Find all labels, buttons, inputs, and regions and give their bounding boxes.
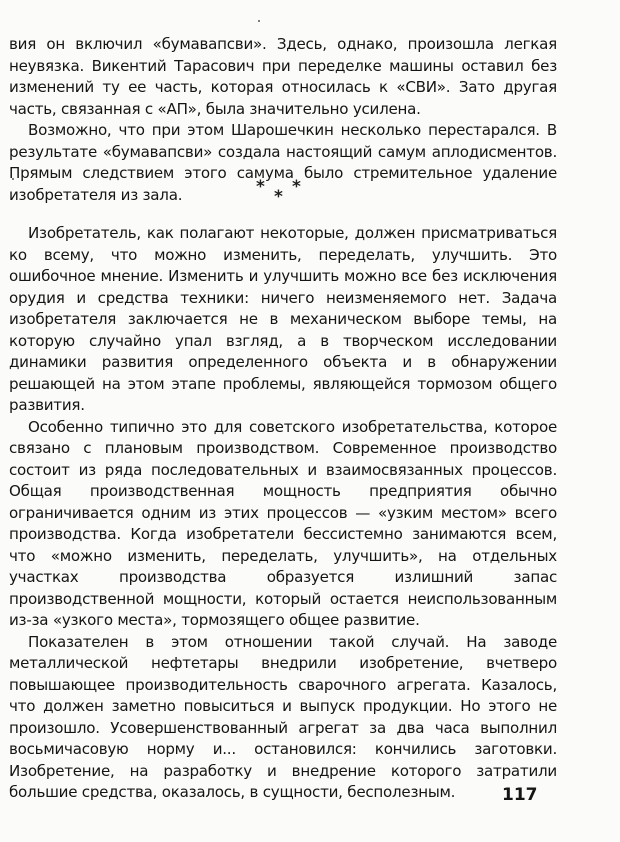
paragraph: Показателен в этом отношении такой случай. На заводе металлической нефтетары внедрили изобретение, вчетверо повышающее производительность сварочного агрегата. Казалось, что должен заметно повыситься и выпуск продукции. Но этого не произошло. Усовершенствованный агрегат за два часа выполнил восьмичасовую норму и... остановился: кончились заготовки. Изобретение, на разработку и внедрение которого затратили большие средства, оказалось, в сущности, бесполезным. (9, 632, 557, 801)
paragraph: Особенно типично это для советского изобретательства, которое связано с плановым производством. Современное производство состоит из ряда последовательных и взаимосвязанных процессов. Общая производственная мощность предприятия обычно ограничивается одним из этих процессов — «узким местом» всего производства. Когда изобретатели бессистемно занимаются всем, что «можно изменить, переделать, улучшить», на отдельных участках производства образуется излишний запас производственной мощности, который остается неиспользованным из-за «узкого места», тормозящего общее развитие. (9, 417, 557, 629)
asterisk: * (274, 187, 283, 207)
paragraph: Изобретатель, как полагают некоторые, должен присматриваться ко всему, что можно изменить, переделать, улучшить. Это ошибочное мнение. Изменить и улучшить можно все без исключения орудия и средства техники: ничего неизменяемого нет. Задача изобретателя заключается не в механическом выборе темы, на которую случайно упал взгляд, а в творческом исследовании динамики развития определенного объекта и в обнаружении решающей на этом этапе проблемы, являющейся тормозом общего развития. (9, 224, 557, 414)
paragraph: вия он включил «бумавапсви». Здесь, однако, произошла легкая неувязка. Викентий Тарасович при переделке машины оставил без изменений ту ее часть, которая относилась к «СВИ». Зато другая часть, связанная с «АП», была значительно усилена. (9, 35, 557, 118)
page-number: 117 (502, 785, 538, 805)
section-separator (248, 177, 318, 207)
asterisk: * (292, 177, 301, 197)
asterisk: * (256, 177, 265, 197)
paragraph: Возможно, что при этом Шарошечкин несколько перестарался. В результате «бумавапсви» создала настоящий самум аплодисментов. Прямым следствием этого самума было стремительное удаление изобретателя из зала. (9, 121, 557, 204)
print-speck (258, 20, 260, 22)
main-text-block (9, 223, 557, 804)
